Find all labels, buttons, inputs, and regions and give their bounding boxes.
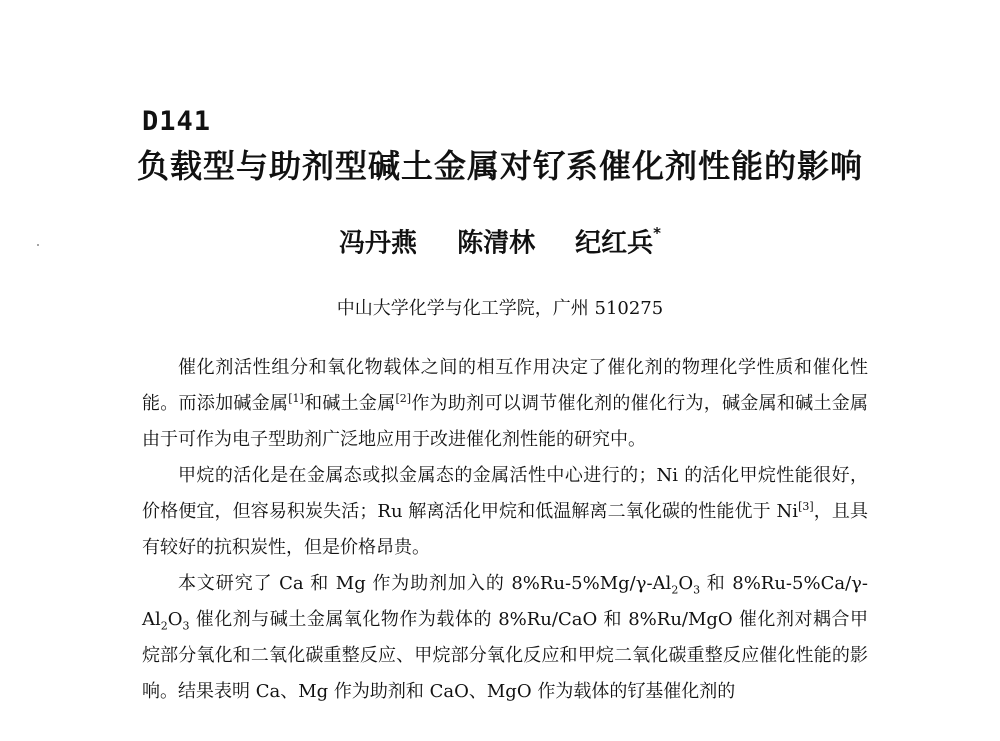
corresponding-author-name: 纪红兵* (575, 224, 661, 259)
paragraph-2: 甲烷的活化是在金属态或拟金属态的金属活性中心进行的；Ni 的活化甲烷性能很好，价格便宜，但容易积炭失活；Ru 解离活化甲烷和低温解离二氧化碳的性能优于 Ni[3]，且具有较好的抗积炭性，但是价格昂贵。 (142, 465, 869, 558)
author-name: 陈清林 (457, 228, 536, 259)
author-name: 冯丹燕 (339, 228, 418, 259)
citation-ref: [2] (395, 392, 412, 405)
subscript: 2 (671, 583, 679, 597)
abstract-body (142, 350, 868, 710)
corresponding-author-mark: * (653, 224, 661, 242)
affiliation: 中山大学化学与化工学院，广州 510275 (336, 298, 664, 319)
subscript: 3 (182, 619, 190, 633)
paragraph-3: 本文研究了 Ca 和 Mg 作为助剂加入的 $8\%Ru-5\%Mg/\gamma-Al_2O_3$ 和 $8\%Ru-5\%Ca/\gamma-Al_2O_3$ 催化剂与碱土金属氧化物作为载体的 8%Ru/CaO 和 8%Ru/MgO 催化剂对耦合甲烷部分氧化和二氧化碳重整反应、甲烷部分氧化反应和甲烷二氧化碳重整反应催化性能的影响。结果表明 Ca、Mg 作为助剂和 CaO、MgO 作为载体的钌基催化剂的 (142, 573, 868, 702)
author-list (0, 224, 1000, 260)
paper-title: 负载型与助剂型碱土金属对钌系催化剂性能的影响 (136, 147, 863, 185)
citation-ref: [3] (798, 500, 814, 513)
subscript: 3 (693, 583, 701, 597)
paper-id: D141 (142, 106, 212, 137)
citation-ref: [1] (288, 392, 304, 405)
subscript: 2 (160, 619, 168, 633)
paragraph-1: 催化剂活性组分和氧化物载体之间的相互作用决定了催化剂的物理化学性质和催化性能。而添加碱金属[1]和碱土金属[2]作为助剂可以调节催化剂的催化行为，碱金属和碱土金属由于可作为电子型助剂广泛地应用于改进催化剂性能的研究中。 (142, 357, 869, 450)
